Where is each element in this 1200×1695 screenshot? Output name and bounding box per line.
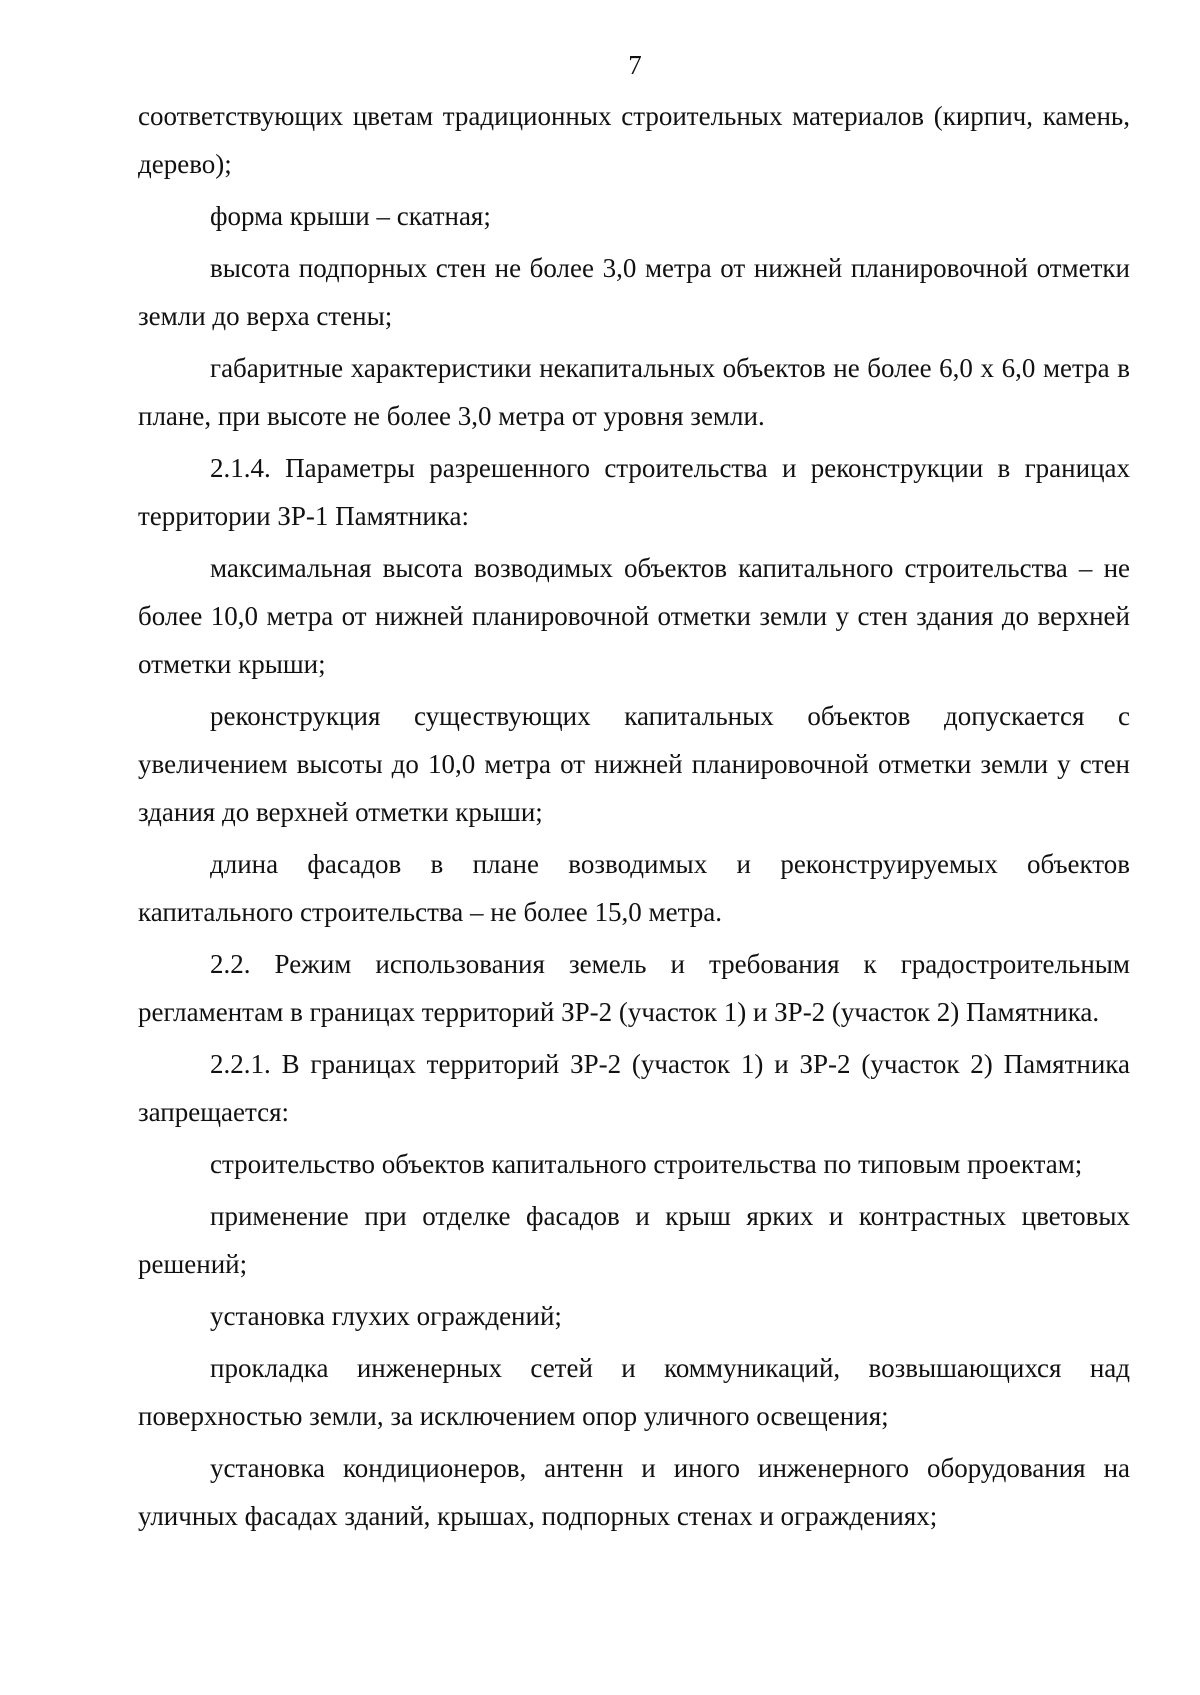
paragraph: установка кондиционеров, антенн и иного инженерного оборудования на уличных фасадах зданий, крышах, подпорных стенах и ограждениях;	[138, 1453, 1130, 1531]
paragraph: строительство объектов капитального строительства по типовым проектам;	[210, 1149, 1083, 1179]
paragraph: применение при отделке фасадов и крыш ярких и контрастных цветовых решений;	[138, 1201, 1130, 1279]
paragraph: реконструкция существующих капитальных объектов допускается с увеличением высоты до 10,0 метра от нижней планировочной отметки земли у стен здания до верхней отметки крыши;	[138, 701, 1130, 827]
paragraph: 2.1.4. Параметры разрешенного строительства и реконструкции в границах территории ЗР-1 Памятника:	[138, 453, 1130, 531]
paragraph: 2.2.1. В границах территорий ЗР-2 (участок 1) и ЗР-2 (участок 2) Памятника запрещается:	[138, 1049, 1130, 1127]
paragraph: максимальная высота возводимых объектов капитального строительства – не более 10,0 метра от нижней планировочной отметки земли у стен здания до верхней отметки крыши;	[138, 553, 1130, 679]
paragraph: соответствующих цветам традиционных строительных материалов (кирпич, камень, дерево);	[138, 101, 1130, 179]
page-number: 7	[628, 50, 642, 80]
paragraph: прокладка инженерных сетей и коммуникаций, возвышающихся над поверхностью земли, за исключением опор уличного освещения;	[138, 1353, 1130, 1431]
paragraph: высота подпорных стен не более 3,0 метра от нижней планировочной отметки земли до верха стены;	[138, 253, 1130, 331]
paragraph: длина фасадов в плане возводимых и реконструируемых объектов капитального строительства – не более 15,0 метра.	[138, 849, 1130, 927]
paragraph: 2.2. Режим использования земель и требования к градостроительным регламентам в границах территорий ЗР-2 (участок 1) и ЗР-2 (участок 2) Памятника.	[138, 949, 1130, 1027]
paragraph: габаритные характеристики некапитальных объектов не более 6,0 х 6,0 метра в плане, при высоте не более 3,0 метра от уровня земли.	[138, 353, 1130, 431]
paragraph: установка глухих ограждений;	[210, 1301, 562, 1331]
document-body	[138, 92, 1130, 1544]
paragraph: форма крыши – скатная;	[210, 201, 491, 231]
